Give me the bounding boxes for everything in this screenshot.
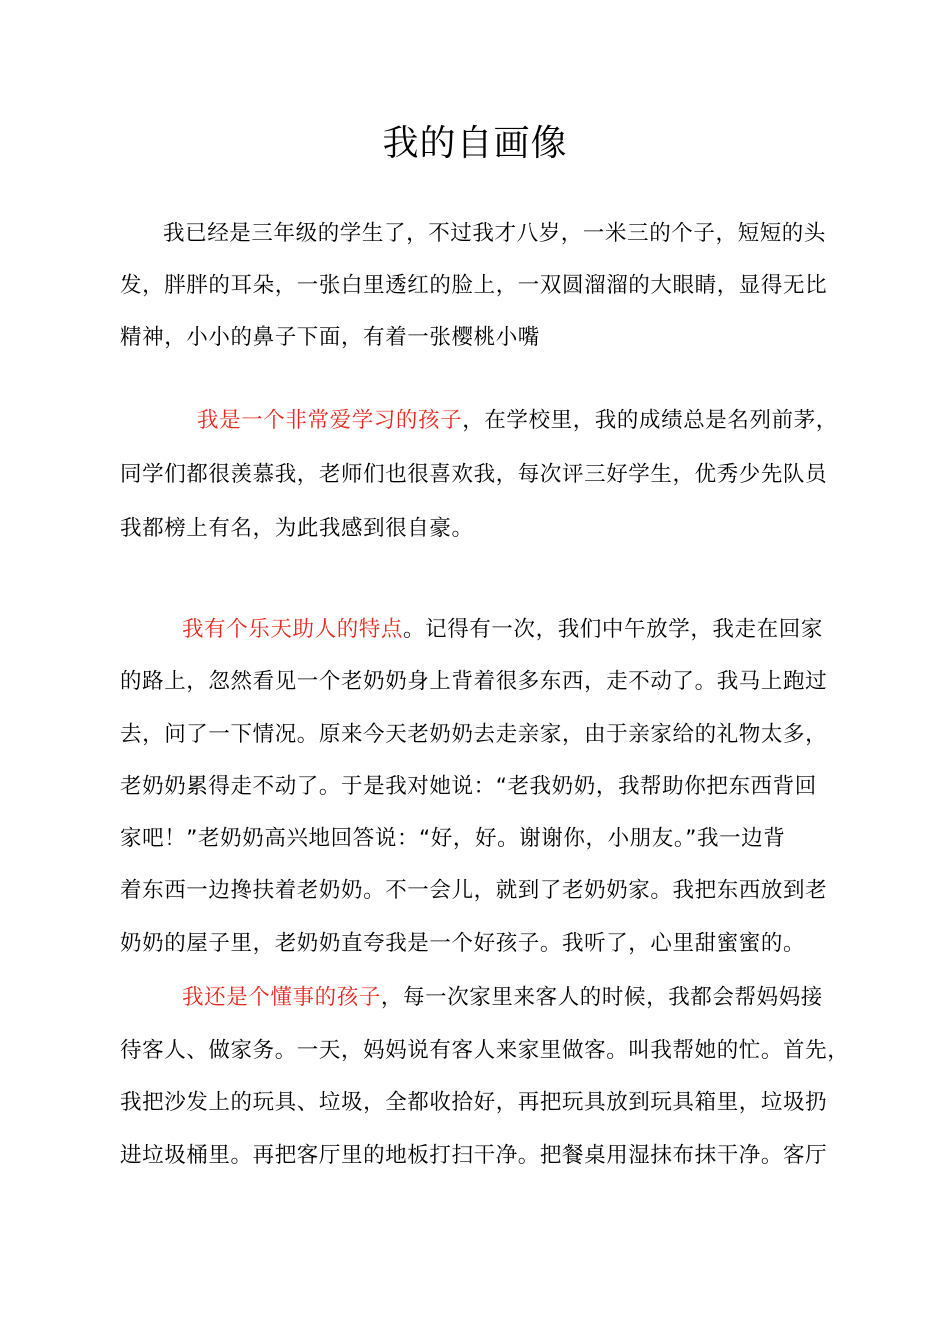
text-line: 去，问了一下情况。原来今天老奶奶去走亲家，由于亲家给的礼物太多， [120,721,828,747]
highlighted-phrase: 我还是个懂事的孩子 [182,985,381,1010]
text-line: 的路上，忽然看见一个老奶奶身上背着很多东西，走不动了。我马上跑过 [120,669,828,695]
highlighted-phrase: 我有个乐天助人的特点 [182,617,404,642]
text-line: 精神，小小的鼻子下面，有着一张樱桃小嘴 [120,325,540,350]
text-run: 。记得有一次，我们中午放学，我走在回家 [403,617,823,642]
text-line: 老奶奶累得走不动了。于是我对她说：“老我奶奶，我帮助你把东西背回 [120,773,817,799]
highlighted-phrase: 我是一个非常爱学习的孩子 [197,408,463,433]
text-line: 我把沙发上的玩具、垃圾，全都收拾好，再把玩具放到玩具箱里，垃圾扔 [120,1090,828,1115]
text-line: 发，胖胖的耳朵，一张白里透红的脸上，一双圆溜溜的大眼睛，显得无比 [120,273,828,298]
text-line: 我已经是三年级的学生了，不过我才八岁，一米三的个子，短短的头 [163,221,827,246]
paragraph-helping [120,604,850,970]
paragraph-study [120,394,850,556]
text-run: ，每一次家里来客人的时候，我都会帮妈妈接 [380,985,823,1010]
paragraph-chores [120,972,850,1182]
text-line [120,604,850,656]
text-line: 奶奶的屋子里，老奶奶直夸我是一个好孩子。我听了，心里甜蜜蜜的。 [120,930,806,956]
text-line [120,394,850,448]
text-line: 进垃圾桶里。再把客厅里的地板打扫干净。把餐桌用湿抹布抹干净。客厅 [120,1142,828,1168]
text-line: 家吧！”老奶奶高兴地回答说：“好，好。谢谢你，小朋友。”我一边背 [120,826,786,852]
text-line [120,972,850,1025]
document-title: 我的自画像 [382,123,568,164]
text-line: 我都榜上有名，为此我感到很自豪。 [120,516,474,541]
text-line: 着东西一边搀扶着老奶奶。不一会儿，就到了老奶奶家。我把东西放到老 [120,878,828,904]
paragraph-appearance [120,208,850,364]
text-line: 同学们都很羡慕我，老师们也很喜欢我，每次评三好学生，优秀少先队员 [120,462,828,487]
text-run: ，在学校里，我的成绩总是名列前茅， [462,408,838,433]
text-line: 待客人、做家务。一天，妈妈说有客人来家里做客。叫我帮她的忙。首先， [120,1037,850,1063]
